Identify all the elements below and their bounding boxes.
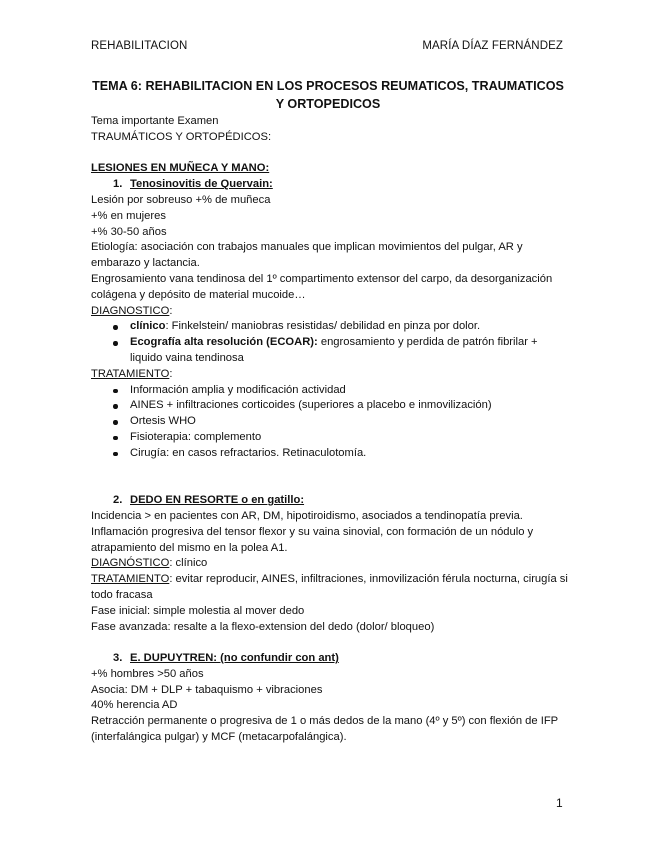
diagnostico-label: DIAGNOSTICO: [91, 304, 170, 317]
subsection-number: 3.: [113, 652, 123, 665]
subsection-number: 2.: [113, 494, 123, 507]
text-line: Incidencia > en pacientes con AR, DM, hipotiroidismo, asociados a tendinopatía previa.: [91, 509, 523, 522]
page-title: TEMA 6: REHABILITACION EN LOS PROCESOS REUMATICOS, TRAUMATICOS Y ORTOPEDICOS: [92, 79, 564, 111]
list-item: Ortesis WHO: [91, 414, 571, 430]
subsection-heading: [91, 177, 571, 193]
header-author: MARÍA DÍAZ FERNÁNDEZ: [422, 40, 563, 52]
text-line: +% en mujeres: [91, 209, 166, 222]
tratamiento-line: TRATAMIENTO: evitar reproducir, AINES, infiltraciones, inmovilización férula nocturna, cirugía si todo fracasa: [91, 573, 568, 601]
subsection-heading: [91, 651, 571, 667]
text-line: Asocia: DM + DLP + tabaquismo + vibraciones: [91, 683, 323, 696]
paragraph-retraccion: Retracción permanente o progresiva de 1 o más dedos de la mano (4º y 5º) con flexión de IFP (interfalángica pulgar) y MCF (metacarpofalángica).: [91, 715, 558, 744]
text-line: Fase inicial: simple molestia al mover dedo: [91, 604, 305, 617]
diagnostico-label: DIAGNÓSTICO: [91, 557, 170, 570]
paragraph-engrosamiento: Engrosamiento vana tendinosa del 1º compartimento extensor del carpo, da desorganización colágena y depósito de material mucoide…: [91, 272, 553, 301]
tratamiento-list: [91, 383, 571, 462]
document-body: [91, 114, 571, 746]
intro-line: Tema importante Examen: [91, 115, 219, 127]
header-subject: REHABILITACION: [91, 40, 188, 52]
tratamiento-label: TRATAMIENTO: [91, 573, 170, 586]
diagnostico-heading: DIAGNOSTICO:: [91, 304, 173, 317]
tratamiento-label: TRATAMIENTO: [91, 367, 170, 380]
tratamiento-heading: TRATAMIENTO:: [91, 367, 173, 380]
page-number: 1: [556, 796, 563, 810]
intro-line: TRAUMÁTICOS Y ORTOPÉDICOS:: [91, 130, 272, 143]
list-item: Fisioterapia: complemento: [91, 430, 571, 446]
paragraph-etiologia: Etiología: asociación con trabajos manuales que implican movimientos del pulgar, AR y embarazo y lactancia.: [91, 241, 523, 270]
list-item: Cirugía: en casos refractarios. Retinaculotomía.: [91, 446, 571, 462]
subsection-title: DEDO EN RESORTE o en gatillo:: [130, 494, 305, 507]
text-line: +% hombres >50 años: [91, 667, 204, 680]
diagnostico-line: DIAGNÓSTICO: clínico: [91, 557, 208, 570]
paragraph-inflamacion: Inflamación progresiva del tensor flexor y su vaina sinovial, con formación de un nódulo y atrapamiento del mismo en la polea A1.: [91, 525, 534, 554]
diagnostico-list: [91, 319, 571, 366]
list-item: AINES + infiltraciones corticoides (superiores a placebo e inmovilización): [91, 398, 571, 414]
list-item: Ecografía alta resolución (ECOAR): engrosamiento y perdida de patrón fibrilar + liquido vaina tendinosa: [91, 335, 571, 367]
subsection-title: E. DUPUYTREN: (no confundir con ant): [130, 652, 339, 665]
list-item: clínico: Finkelstein/ maniobras resistidas/ debilidad en pinza por dolor.: [91, 319, 571, 335]
subsection-title: Tenosinovitis de Quervain:: [130, 178, 273, 191]
text-line: Lesión por sobreuso +% de muñeca: [91, 193, 271, 206]
list-item: Información amplia y modificación actividad: [91, 383, 571, 399]
subsection-number: 1.: [113, 178, 123, 191]
text-line: Fase avanzada: resalte a la flexo-extension del dedo (dolor/ bloqueo): [91, 620, 435, 633]
text-line: +% 30-50 años: [91, 225, 167, 238]
subsection-heading: [91, 493, 571, 509]
section-heading: LESIONES EN MUÑECA Y MANO:: [91, 162, 270, 175]
text-line: 40% herencia AD: [91, 699, 178, 712]
